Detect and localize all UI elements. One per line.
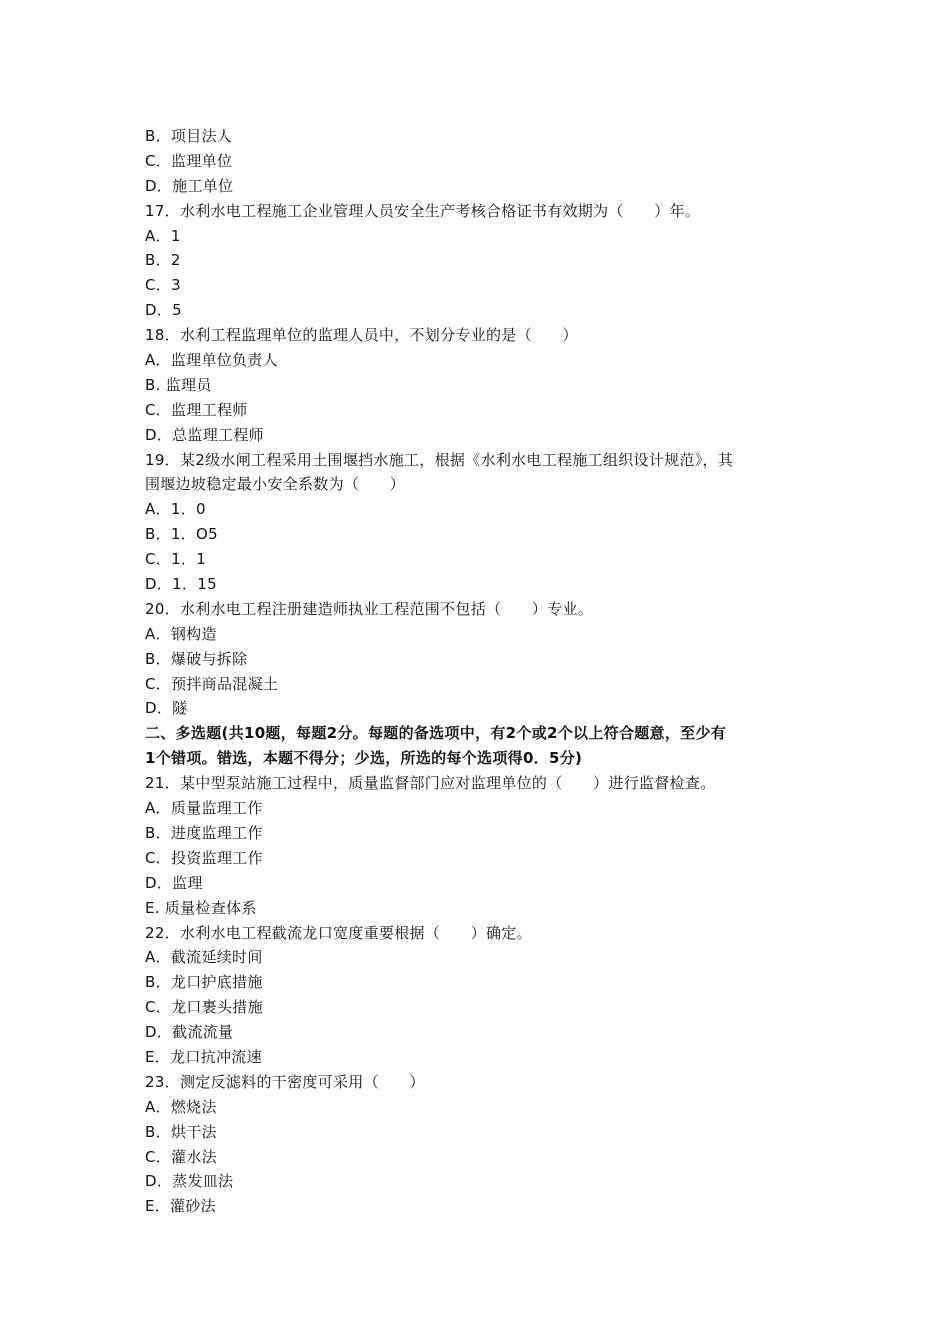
option-line: C．龙口裹头措施 (145, 998, 263, 1017)
question-19: 19．某2级水闸工程采用土围堰挡水施工，根据《水利水电工程施工组织设计规范》，其 (145, 450, 734, 469)
option-line: D．总监理工程师 (145, 425, 264, 444)
option-line: E. 质量检查体系 (145, 898, 257, 917)
option-line: D．5 (145, 301, 182, 320)
option-line: A．监理单位负责人 (145, 351, 278, 370)
option-line: D．截流流量 (145, 1023, 234, 1042)
option-line: D．1．15 (145, 575, 217, 594)
question-22: 22．水利水电工程截流龙口宽度重要根据（ ）确定。 (145, 923, 532, 942)
option-line: C．预拌商品混凝土 (145, 674, 279, 693)
option-line: C．投资监理工作 (145, 848, 263, 867)
question-23: 23．测定反滤料的干密度可采用（ ） (145, 1072, 425, 1091)
question-20: 20．水利水电工程注册建造师执业工程范围不包括（ ）专业。 (145, 599, 594, 618)
option-line: B．进度监理工作 (145, 823, 263, 842)
section-heading-cont: 1个错项。错选，本题不得分；少选，所选的每个选项得0．5分) (145, 749, 583, 768)
option-line: C．3 (145, 276, 181, 295)
option-line: A．1 (145, 226, 181, 245)
option-line: A．质量监理工作 (145, 799, 263, 818)
question-17: 17．水利水电工程施工企业管理人员安全生产考核合格证书有效期为（ ）年。 (145, 201, 701, 220)
option-line: A．1．0 (145, 500, 206, 519)
option-line: B．1．O5 (145, 525, 218, 544)
option-line: D．蒸发皿法 (145, 1172, 234, 1191)
option-line: D．施工单位 (145, 176, 234, 195)
option-line: B．烘干法 (145, 1122, 217, 1141)
option-line: D．隧 (145, 699, 188, 718)
option-line: B. 监理员 (145, 375, 212, 394)
option-line: A．燃烧法 (145, 1097, 217, 1116)
option-line: C．灌水法 (145, 1147, 217, 1166)
option-line: E．龙口抗冲流速 (145, 1047, 262, 1066)
document-page (145, 124, 815, 1219)
option-line: C．监理单位 (145, 151, 233, 170)
option-line: C．监理工程师 (145, 400, 248, 419)
question-21: 21．某中型泵站施工过程中，质量监督部门应对监理单位的（ ）进行监督检查。 (145, 774, 716, 793)
option-line: D．监理 (145, 873, 203, 892)
question-18: 18．水利工程监理单位的监理人员中，不划分专业的是（ ） (145, 326, 578, 345)
option-line: A．钢构造 (145, 624, 217, 643)
question-19-cont: 围堰边坡稳定最小安全系数为（ ） (145, 475, 406, 494)
option-line: B．项目法人 (145, 127, 233, 145)
option-line: C．1．1 (145, 550, 207, 569)
option-line: E．灌砂法 (145, 1197, 216, 1216)
option-line: B．爆破与拆除 (145, 649, 248, 668)
section-heading: 二、多选题(共10题，每题2分。每题的备选项中，有2个或2个以上符合题意，至少有 (145, 724, 727, 743)
option-line: B．龙口护底措施 (145, 973, 263, 992)
option-line: B．2 (145, 251, 181, 270)
option-line: A．截流延续时间 (145, 948, 263, 967)
